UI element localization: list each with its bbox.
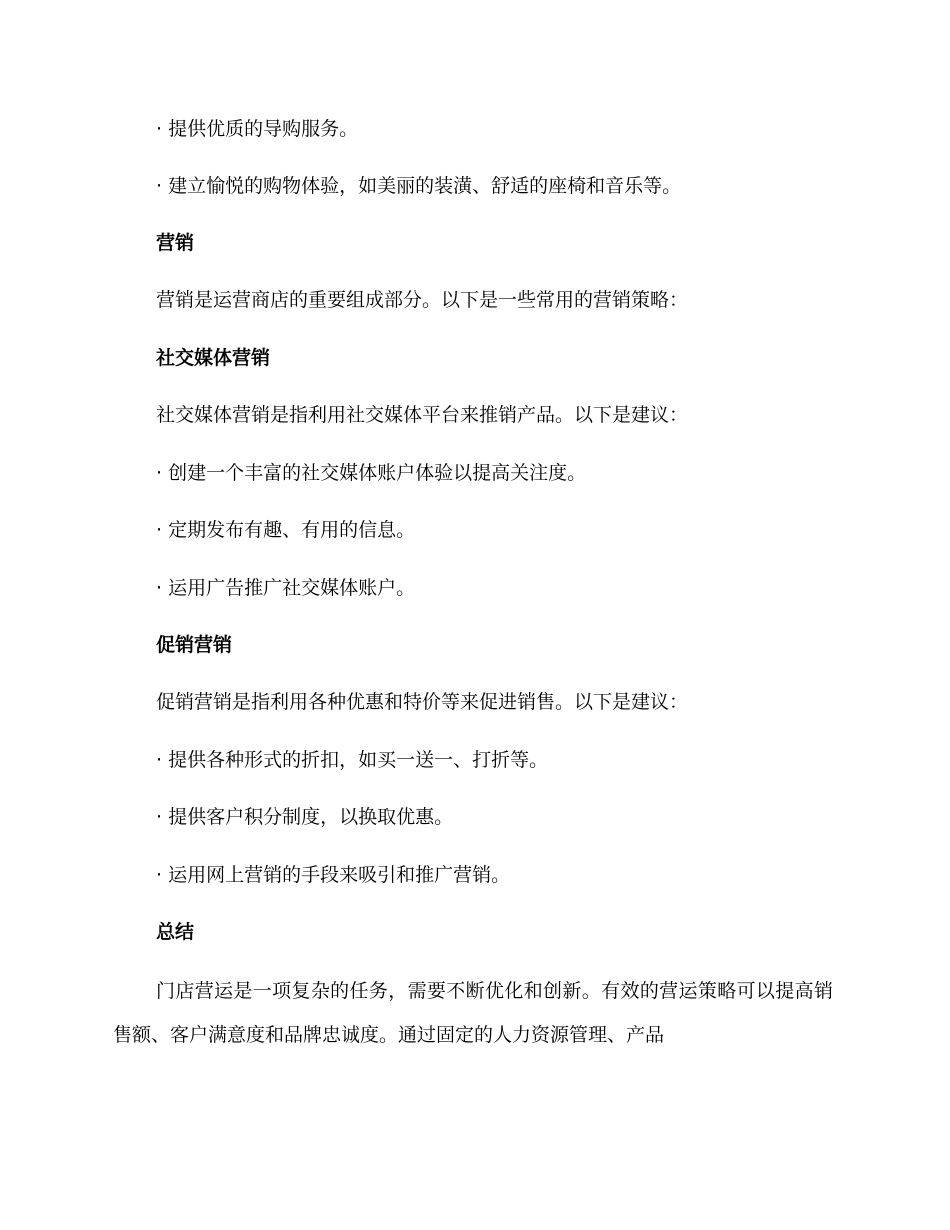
section-heading-marketing: 营销: [156, 232, 195, 254]
bullet-item: · 运用网上营销的手段来吸引和推广营销。: [156, 864, 511, 886]
section-heading-summary: 总结: [156, 921, 195, 943]
bullet-item: · 运用广告推广社交媒体账户。: [156, 577, 416, 599]
body-paragraph: 促销营销是指利用各种优惠和特价等来促进销售。以下是建议：: [156, 691, 689, 713]
section-heading-social-media: 社交媒体营销: [156, 347, 271, 369]
section-heading-promotion: 促销营销: [156, 634, 233, 656]
bullet-item: · 创建一个丰富的社交媒体账户体验以提高关注度。: [156, 462, 587, 484]
bullet-item: · 提供客户积分制度，以换取优惠。: [156, 806, 454, 828]
body-paragraph: 社交媒体营销是指利用社交媒体平台来推销产品。以下是建议：: [156, 404, 689, 426]
bullet-item: · 定期发布有趣、有用的信息。: [156, 519, 416, 541]
bullet-item: · 建立愉悦的购物体验，如美丽的装潢、舒适的座椅和音乐等。: [156, 175, 682, 197]
body-paragraph: 营销是运营商店的重要组成部分。以下是一些常用的营销策略：: [156, 289, 689, 311]
bullet-item: · 提供优质的导购服务。: [156, 118, 359, 140]
summary-paragraph: 门店营运是一项复杂的任务，需要不断优化和创新。有效的营运策略可以提高销售额、客户满意度和品牌忠诚度。通过固定的人力资源管理、产品: [113, 980, 833, 1046]
bullet-item: · 提供各种形式的折扣，如买一送一、打折等。: [156, 749, 549, 771]
